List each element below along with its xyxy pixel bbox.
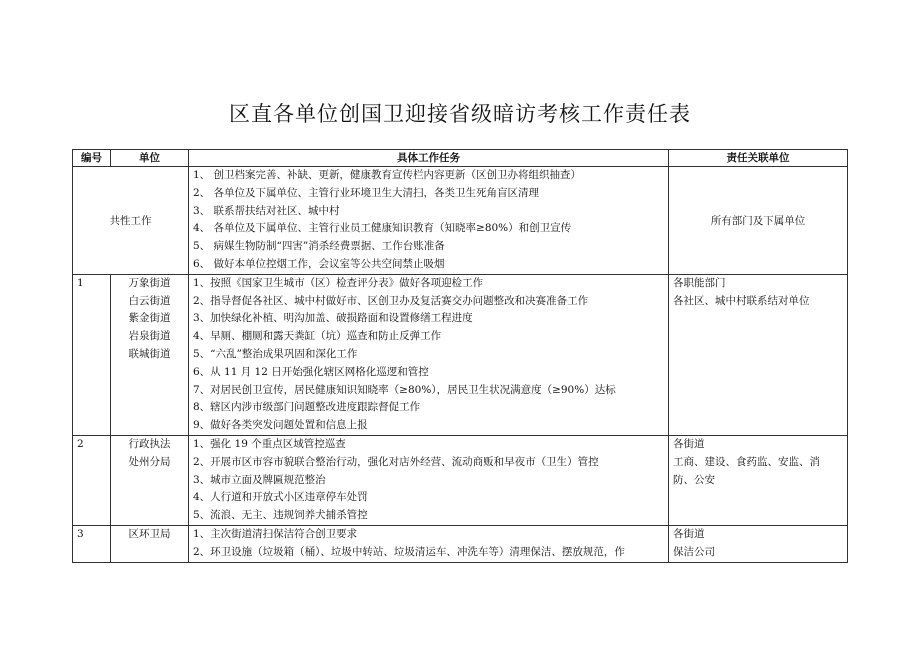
table-row (73, 167, 848, 275)
task-item: 7、对居民创卫宣传，居民健康知识知晓率（≥80%），居民卫生状况满意度（≥90%）达标 (193, 383, 616, 396)
task-item: 6、从 11 月 12 日开始强化辖区网格化巡逻和管控 (193, 365, 429, 378)
table-row (73, 435, 848, 525)
unit-name: 联城街道 (128, 347, 171, 360)
row-number: 3 (73, 525, 111, 562)
unit-name: 行政执法 (128, 437, 171, 450)
task-item: 1、强化 19 个重点区域管控巡查 (193, 437, 346, 450)
table-row (73, 274, 848, 435)
task-item: 1、按照《国家卫生城市（区）检查评分表》做好各项迎检工作 (193, 276, 484, 289)
task-item: 3、加快绿化补植、明沟加盖、破损路面和设置修缮工程进度 (193, 312, 473, 325)
unit-name: 区环卫局 (128, 527, 171, 540)
task-item: 2、 各单位及下属单位、主管行业环境卫生大清扫，各类卫生死角盲区清理 (193, 186, 540, 199)
unit-cell (111, 274, 189, 435)
unit-name: 处州分局 (128, 455, 171, 468)
unit-name: 白云街道 (128, 294, 171, 307)
unit-cell (111, 525, 189, 562)
task-item: 2、开展市区市容市貌联合整治行动，强化对店外经营、流动商贩和早夜市（卫生）管控 (193, 455, 599, 468)
unit-name: 岩泉街道 (128, 330, 171, 343)
table-row (73, 525, 848, 562)
task-item: 2、指导督促各社区、城中村做好市、区创卫办及复活赛交办问题整改和决赛准备工作 (193, 294, 589, 307)
task-item: 4、人行道和开放式小区违章停车处罚 (193, 491, 368, 504)
related-cell (669, 274, 848, 435)
task-item: 8、辖区内涉市级部门问题整改进度跟踪督促工作 (193, 401, 421, 414)
related-unit: 各街道 (673, 437, 705, 450)
unit-name: 紫金街道 (128, 312, 171, 325)
responsibility-table (72, 149, 848, 563)
task-item: 5、“六乱”整治成果巩固和深化工作 (193, 347, 358, 360)
related-unit: 工商、建设、食药监、安监、消 (673, 455, 820, 468)
task-item: 5、流浪、无主、违规饲养犬捕杀管控 (193, 509, 368, 522)
header-unit: 单位 (111, 150, 189, 167)
unit-cell (111, 435, 189, 525)
tasks-cell (189, 435, 669, 525)
task-item: 1、主次街道清扫保洁符合创卫要求 (193, 527, 358, 540)
table-header-row (73, 150, 848, 167)
task-item: 2、环卫设施（垃圾箱（桶）、垃圾中转站、垃圾清运车、冲洗车等）清理保洁、摆放规范，作 (193, 545, 625, 558)
tasks-cell (189, 274, 669, 435)
common-work-cell (73, 167, 189, 275)
task-item: 5、 病媒生物防制“四害”消杀经费票据、工作台账准备 (193, 240, 445, 253)
header-related: 责任关联单位 (669, 150, 848, 167)
header-tasks: 具体工作任务 (189, 150, 669, 167)
related-unit: 各街道 (673, 527, 705, 540)
row-number: 2 (73, 435, 111, 525)
tasks-cell (189, 525, 669, 562)
task-item: 9、做好各类突发问题处置和信息上报 (193, 419, 368, 432)
page-title: 区直各单位创国卫迎接省级暗访考核工作责任表 (229, 102, 691, 126)
related-unit: 各职能部门 (673, 276, 726, 289)
header-no: 编号 (73, 150, 111, 167)
related-unit: 防、公安 (673, 473, 715, 486)
task-item: 4、早厕、棚厕和露天粪缸（坑）巡查和防止反弹工作 (193, 330, 442, 343)
unit-name: 万象街道 (128, 276, 171, 289)
task-item: 4、 各单位及下属单位、主管行业员工健康知识教育（知晓率≥80%）和创卫宣传 (193, 222, 572, 235)
task-item: 3、 联系帮扶结对社区、城中村 (193, 204, 340, 217)
related-cell (669, 435, 848, 525)
tasks-cell (189, 167, 669, 275)
task-item: 1、 创卫档案完善、补缺、更新，健康教育宣传栏内容更新（区创卫办将组织抽查） (193, 169, 582, 181)
task-item: 6、 做好本单位控烟工作，会议室等公共空间禁止吸烟 (193, 257, 445, 270)
related-cell (669, 525, 848, 562)
related-cell (669, 167, 848, 275)
related-unit: 各社区、城中村联系结对单位 (673, 294, 810, 307)
related-unit: 所有部门及下属单位 (710, 214, 806, 227)
task-item: 3、城市立面及牌匾规范整治 (193, 473, 326, 486)
unit-name: 共性工作 (109, 214, 152, 227)
row-number: 1 (73, 274, 111, 435)
related-unit: 保洁公司 (673, 545, 715, 558)
